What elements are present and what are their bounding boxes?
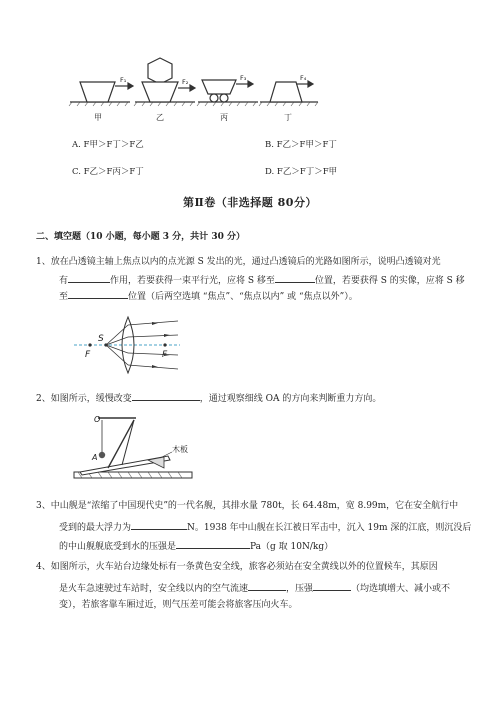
force-label-2: F₂ [182,78,189,86]
q1-blank-2[interactable] [275,272,315,283]
force-label-1: F₁ [120,76,127,84]
trapezoid-block-ding [270,82,302,102]
lens-figure [70,315,190,375]
force-label-4: F₄ [300,74,307,82]
trapezoid-block-bing [202,80,236,94]
q3-blank-2[interactable] [176,538,250,549]
trapezoid-block-yi [142,82,178,102]
label-s: S [98,334,104,344]
label-board: 木板 [172,445,188,454]
force-figure [60,52,320,124]
q1-line2: 有 作用，若要获得一束平行光，应将 S 移至 位置，若要获得 S 的实像，应将 S 移 [59,272,469,287]
part2-heading: 二、填空题（10 小题，每小题 3 分，共计 30 分） [36,232,245,242]
option-c[interactable]: C. F乙＞F丙＞F丁 [72,167,144,177]
roller-right [220,94,228,102]
figure-label-bing: 丙 [220,113,228,122]
q4-line2: 是火车急速驶过车站时，安全线以内的空气流速 ，压强 （均选填增大、减小或不 [59,580,450,595]
q1-blank-3[interactable] [68,288,128,299]
source-s-dot [104,343,107,346]
q3-blank-1[interactable] [131,519,187,530]
q3-line2: 受到的最大浮力为 N。1938 年中山舰在长江被日军击中，沉入 19m 深的江底，则沉没后 [59,519,471,534]
q3-line3: 的中山舰舰底受到水的压强是 Pa（g 取 10N/kg） [59,538,333,553]
q1-line1: 1、放在凸透镜主轴上焦点以内的点光源 S 发出的光，通过凸透镜后的光路如图所示，说明凸透镜对光 [36,257,441,267]
label-o: O [94,415,101,424]
focus-right-dot [163,343,166,346]
focus-left-dot [88,343,91,346]
force-label-3: F₃ [240,74,247,82]
q4-line3: 变），若旅客靠车厢过近，则气压差可能会将旅客压向火车。 [59,600,298,610]
q2-blank-1[interactable] [132,390,200,401]
figure-label-ding: 丁 [284,113,292,122]
stand-brace [122,420,134,465]
option-a[interactable]: A. F甲＞F丁＞F乙 [72,140,144,150]
hexagon-block-yi [148,58,172,84]
section-title: 第Ⅱ卷（非选择题 80分） [183,196,317,209]
stand-post [108,420,134,468]
trapezoid-block-jia [80,82,115,102]
q4-blank-1[interactable] [248,580,286,591]
label-f-right: F [162,350,168,360]
q4-blank-2[interactable] [313,580,351,591]
option-b[interactable]: B. F乙＞F甲＞F丁 [265,140,337,150]
roller-left [210,94,218,102]
q3-line1: 3、中山舰是“浓缩了中国现代史”的一代名舰，其排水量 780t，长 64.48m，宽 8.99m，它在安全航行中 [36,501,459,511]
bob-a [99,452,105,458]
q4-line1: 4、如图所示，火车站台边缘处标有一条黄色安全线，旅客必须站在安全黄线以外的位置候车，其原因 [36,562,438,572]
label-a: A [92,453,98,462]
figure-label-yi: 乙 [156,113,164,122]
q2-line: 2、如图所示，缓慢改变 ，通过观察细线 OA 的方向来判断重力方向。 [36,390,381,405]
q1-blank-1[interactable] [68,272,110,283]
label-f-left: F [85,350,91,360]
q1-line3: 至 位置（后两空选填 “焦点”、“焦点以内” 或 “焦点以外”）。 [59,288,358,303]
gravity-figure [68,412,203,487]
option-d[interactable]: D. F乙＞F丁＞F甲 [265,167,338,177]
figure-label-jia: 甲 [94,113,102,122]
